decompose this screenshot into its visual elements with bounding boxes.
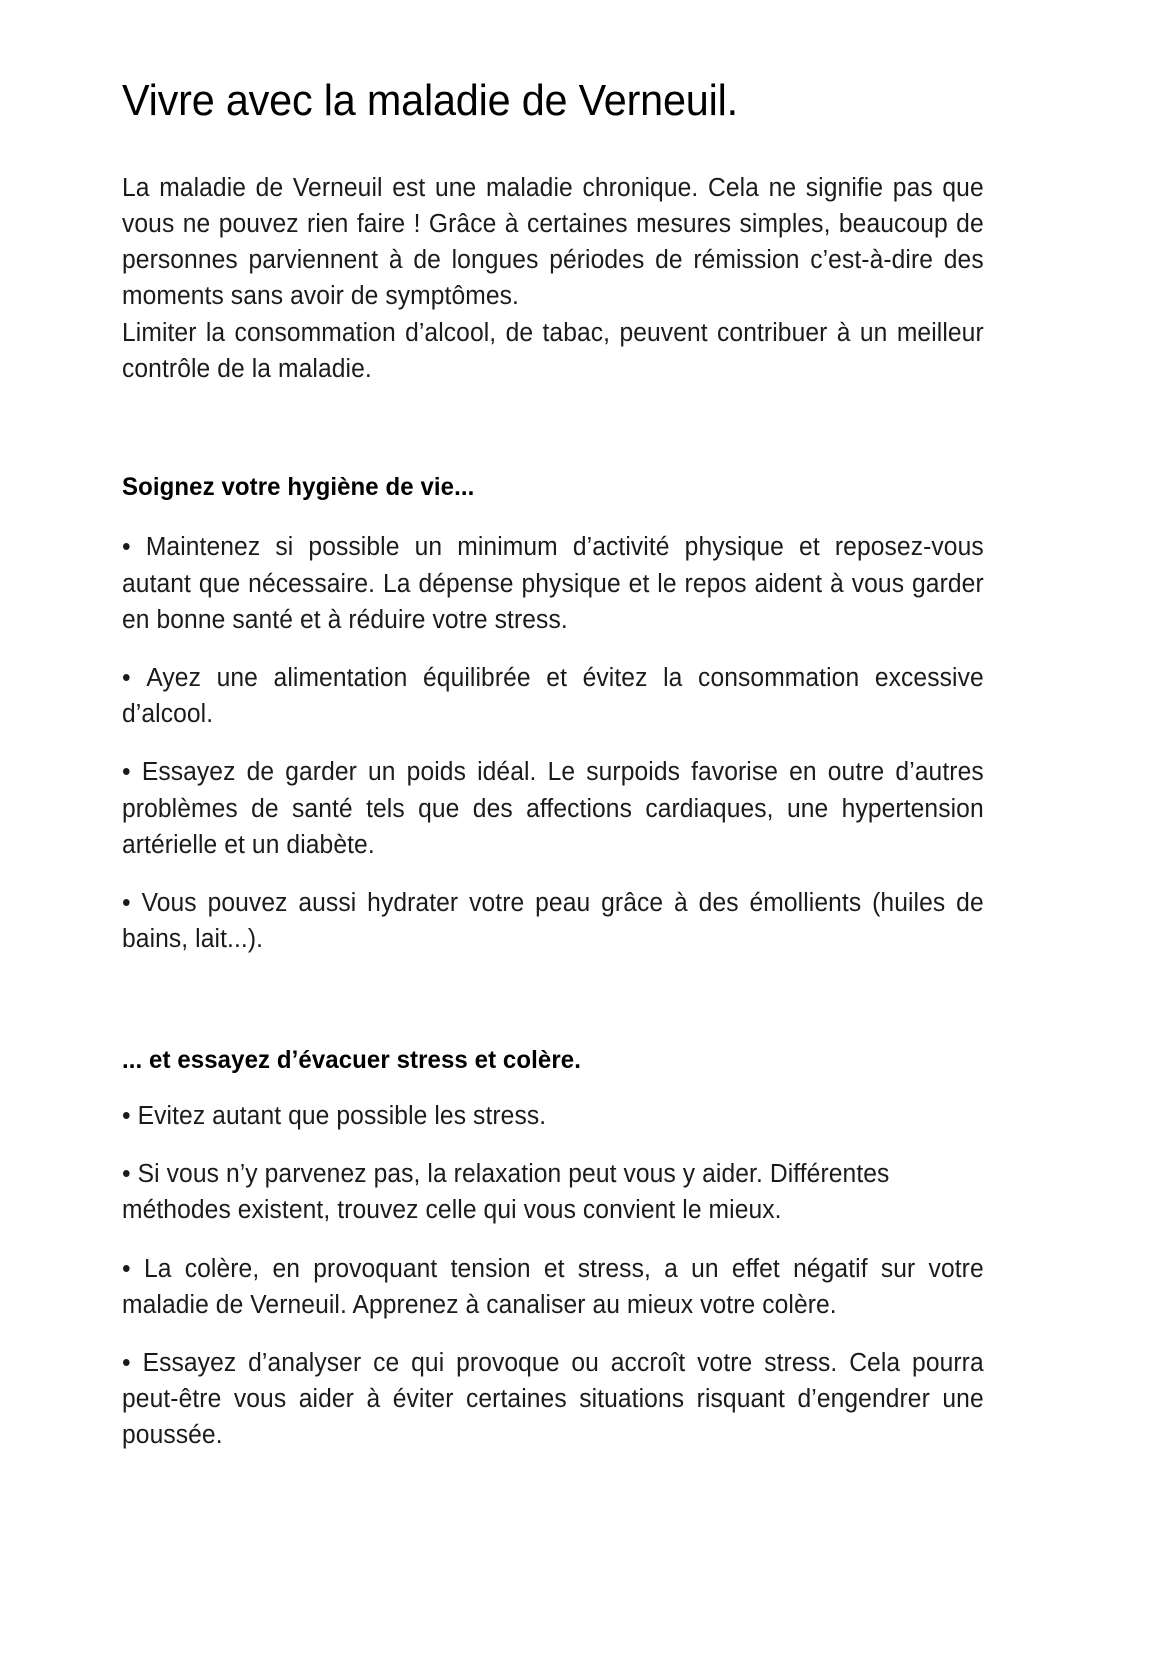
list-item-body: Essayez de garder un poids idéal. Le surpoids favorise en outre d’autres problèmes de santé tels que des affections cardiaques, une hypertension artérielle et un diabète. bbox=[122, 758, 984, 859]
list-item bbox=[122, 1156, 984, 1228]
bullet-list-stress bbox=[122, 1098, 984, 1454]
page-title: Vivre avec la maladie de Verneuil. bbox=[122, 76, 738, 125]
spacer-heading-2 bbox=[122, 1076, 984, 1098]
list-item bbox=[122, 1098, 984, 1134]
list-item-text bbox=[131, 1349, 143, 1377]
bullet-marker-icon: • bbox=[122, 1102, 131, 1130]
list-item bbox=[122, 1251, 984, 1323]
list-item-body: Si vous n’y parvenez pas, la relaxation peut vous y aider. Différentes méthodes existent, trouvez celle qui vous convient le mieux. bbox=[122, 1160, 890, 1225]
spacer-after-intro bbox=[122, 387, 984, 471]
list-item-text bbox=[131, 664, 147, 692]
list-item-body: Vous pouvez aussi hydrater votre peau grâce à des émollients (huiles de bains, lait...). bbox=[122, 889, 984, 954]
bullet-marker-icon: • bbox=[122, 758, 131, 787]
intro-paragraph-2: Limiter la consommation d’alcool, de tabac, peuvent contribuer à un meilleur contrôle de la maladie. bbox=[122, 318, 984, 383]
spacer-heading-1 bbox=[122, 503, 984, 529]
spacer-between-sections bbox=[122, 958, 984, 1044]
bullet-marker-icon: • bbox=[122, 533, 131, 562]
list-item-body: Evitez autant que possible les stress. bbox=[137, 1102, 547, 1130]
list-item bbox=[122, 529, 984, 638]
list-item bbox=[122, 754, 984, 863]
bullet-marker-icon: • bbox=[122, 1349, 131, 1378]
bullet-marker-icon: • bbox=[122, 664, 131, 693]
list-item-body: Essayez d’analyser ce qui provoque ou accroît votre stress. Cela pourra peut-être vous aider à éviter certaines situations risquant d’engendrer une poussée. bbox=[122, 1349, 984, 1450]
list-item bbox=[122, 885, 984, 957]
section-heading-stress: ... et essayez d’évacuer stress et colère. bbox=[122, 1045, 581, 1074]
list-item-body: Maintenez si possible un minimum d’activité physique et reposez-vous autant que nécessaire. La dépense physique et le repos aident à vous garder en bonne santé et à réduire votre stress. bbox=[122, 533, 984, 634]
list-item-text bbox=[131, 758, 142, 786]
list-item-text bbox=[131, 1255, 144, 1283]
bullet-list-hygiene bbox=[122, 529, 984, 957]
intro-block bbox=[122, 170, 984, 387]
list-item-body: Ayez une alimentation équilibrée et évitez la consommation excessive d’alcool. bbox=[122, 664, 984, 729]
list-item-body: La colère, en provoquant tension et stress, a un effet négatif sur votre maladie de Verneuil. Apprenez à canaliser au mieux votre colère. bbox=[122, 1254, 984, 1319]
intro-paragraph-1: La maladie de Verneuil est une maladie chronique. Cela ne signifie pas que vous ne pouvez rien faire ! Grâce à certaines mesures simples, beaucoup de personnes parviennent à de longues périodes de rémission c’est-à-dire des moments sans avoir de symptômes. bbox=[122, 173, 984, 311]
list-item-text bbox=[131, 889, 142, 917]
document-content bbox=[122, 78, 984, 1454]
bullet-marker-icon: • bbox=[122, 1254, 131, 1283]
list-item bbox=[122, 1345, 984, 1454]
list-item-text bbox=[131, 533, 146, 561]
bullet-marker-icon: • bbox=[122, 889, 131, 918]
section-heading-hygiene: Soignez votre hygiène de vie... bbox=[122, 472, 475, 501]
bullet-marker-icon: • bbox=[122, 1160, 131, 1189]
list-item bbox=[122, 660, 984, 732]
